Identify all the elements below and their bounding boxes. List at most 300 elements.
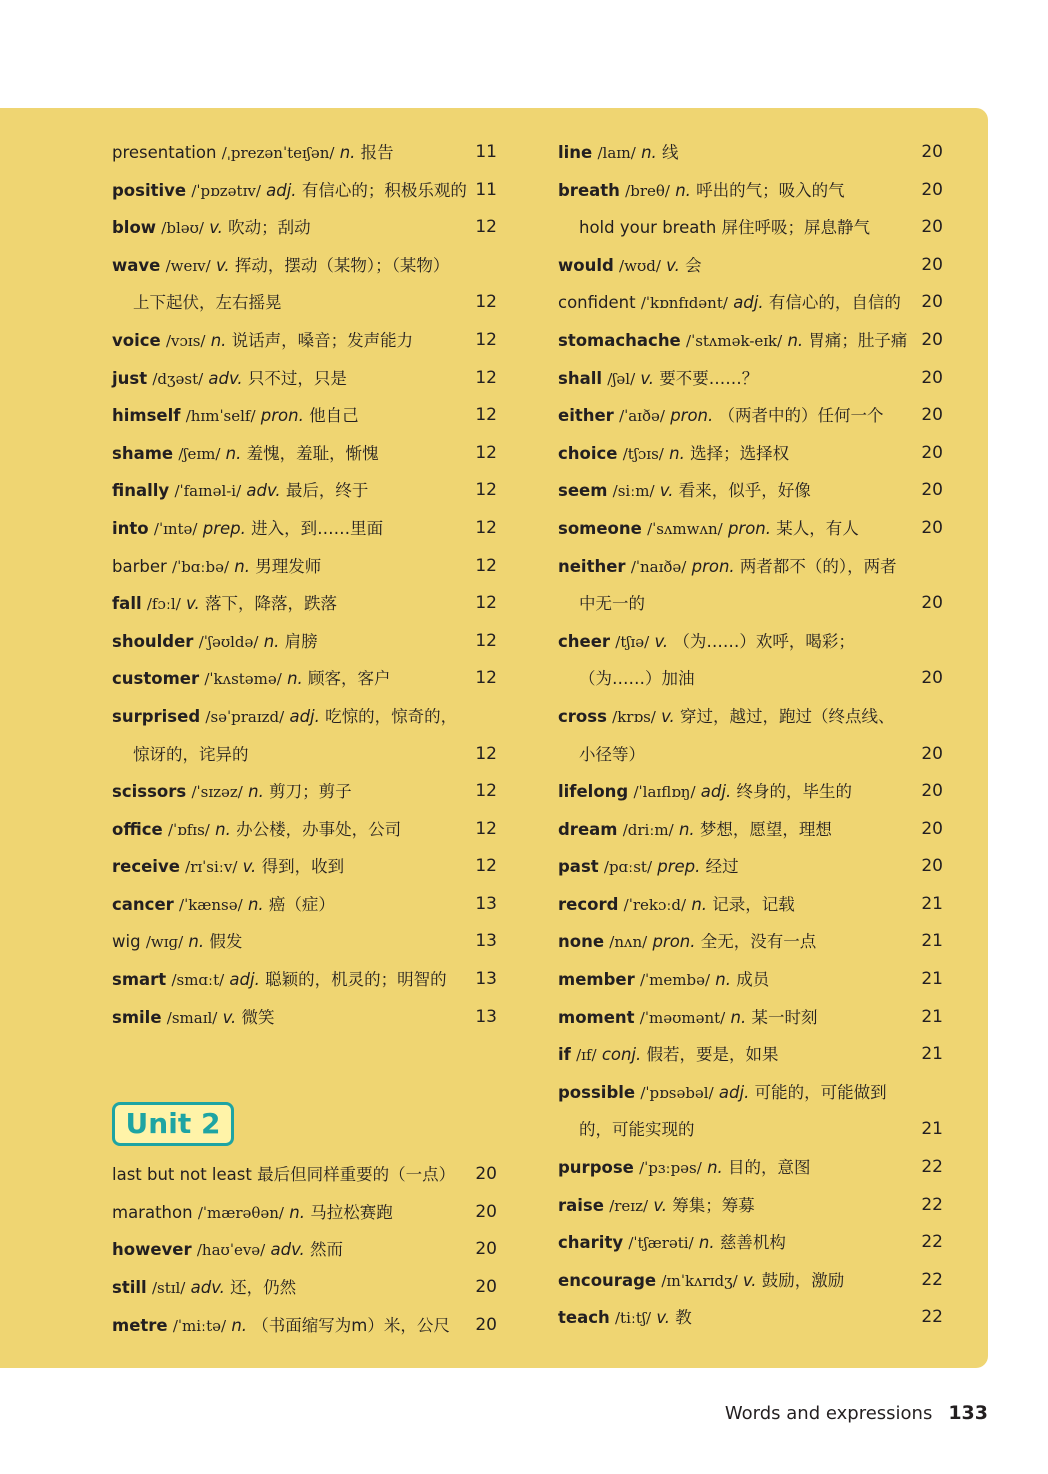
entry-part-of-speech: n. bbox=[263, 631, 280, 651]
entry-meaning: 然而 bbox=[309, 1240, 343, 1260]
entry-phonetic: /ˈʃəʊldə/ bbox=[198, 632, 259, 651]
entry-meaning: hold your breath 屏住呼吸；屏息静气 bbox=[579, 218, 871, 238]
entry-word: blow bbox=[112, 218, 157, 238]
entry-part-of-speech: n. bbox=[715, 970, 731, 990]
vocab-entry bbox=[558, 472, 943, 510]
entry-word: seem bbox=[558, 481, 608, 501]
entry-phonetic: /ˈkɒnfɪdənt/ bbox=[640, 294, 728, 313]
entry-page: 21 bbox=[921, 1119, 943, 1140]
entry-phonetic: /ˈrekɔːd/ bbox=[623, 895, 687, 914]
entry-page: 22 bbox=[921, 1157, 943, 1178]
vocab-entry bbox=[112, 322, 497, 360]
entry-meaning: 癌（症） bbox=[268, 894, 335, 914]
vocab-entry bbox=[558, 510, 943, 548]
vocab-entry bbox=[558, 1074, 943, 1112]
entry-page: 20 bbox=[921, 142, 943, 162]
entry-word: customer bbox=[112, 669, 200, 689]
vocab-entry bbox=[112, 585, 497, 623]
entry-word: breath bbox=[558, 180, 620, 200]
entry-phonetic: /hɪmˈself/ bbox=[185, 407, 256, 426]
entry-phonetic: /dʒəst/ bbox=[152, 369, 204, 388]
left-column bbox=[112, 134, 497, 1344]
vocab-entry bbox=[112, 1307, 497, 1345]
entry-meaning: 办公楼，办事处，公司 bbox=[236, 819, 402, 839]
vocab-entry bbox=[558, 660, 943, 698]
entry-word: metre bbox=[112, 1315, 168, 1335]
vocab-entry bbox=[558, 1299, 943, 1337]
entry-meaning: 选择；选择权 bbox=[690, 443, 790, 463]
entry-word: cancer bbox=[112, 894, 174, 914]
entry-word: someone bbox=[558, 518, 642, 538]
entry-phonetic: /krɒs/ bbox=[612, 707, 656, 726]
entry-page: 22 bbox=[921, 1194, 943, 1215]
entry-page: 20 bbox=[921, 668, 943, 689]
entry-page: 20 bbox=[475, 1239, 497, 1260]
entry-phonetic: /ɪf/ bbox=[576, 1046, 597, 1065]
entry-meaning: 呼出的气；吸入的气 bbox=[696, 180, 845, 200]
entry-phonetic: /ˈmiːtə/ bbox=[172, 1316, 227, 1335]
entry-phonetic: /weɪv/ bbox=[165, 256, 211, 275]
entry-word: would bbox=[558, 255, 614, 275]
entry-word: still bbox=[112, 1278, 147, 1298]
entry-word: neither bbox=[558, 556, 626, 576]
entry-meaning: 梦想，愿望，理想 bbox=[699, 819, 832, 839]
vocab-entry bbox=[558, 435, 943, 473]
entry-phonetic: /siːm/ bbox=[612, 482, 655, 501]
entry-word: teach bbox=[558, 1308, 610, 1328]
entry-word: line bbox=[558, 143, 593, 162]
vocab-entry bbox=[558, 811, 943, 849]
vocab-entry bbox=[558, 134, 943, 172]
vocab-entry bbox=[558, 1262, 943, 1300]
entry-part-of-speech: n. bbox=[675, 180, 691, 200]
entry-word: confident bbox=[558, 293, 636, 313]
entry-meaning: 全无，没有一点 bbox=[700, 932, 817, 952]
entry-meaning: 马拉松赛跑 bbox=[310, 1202, 393, 1222]
entry-meaning: 鼓励，激励 bbox=[761, 1270, 845, 1290]
vocab-entry bbox=[558, 172, 943, 210]
entry-page: 12 bbox=[475, 480, 497, 501]
vocab-entry bbox=[558, 1149, 943, 1187]
entry-word: if bbox=[558, 1045, 571, 1065]
entry-part-of-speech: pron. bbox=[652, 932, 696, 952]
entry-phonetic: /fɔːl/ bbox=[146, 595, 181, 614]
entry-word: just bbox=[112, 368, 148, 388]
entry-word: stomachache bbox=[558, 330, 681, 350]
entry-page: 12 bbox=[475, 405, 497, 426]
entry-part-of-speech: v. bbox=[654, 631, 669, 651]
vocab-entry bbox=[558, 886, 943, 924]
entry-page: 12 bbox=[475, 781, 497, 802]
vocab-entry bbox=[112, 472, 497, 510]
vocab-entry bbox=[112, 961, 497, 999]
entry-page: 20 bbox=[921, 517, 943, 538]
entry-phonetic: /ʃeɪm/ bbox=[178, 444, 221, 463]
vocab-entry bbox=[558, 773, 943, 811]
entry-meaning: 羞愧，羞耻，惭愧 bbox=[246, 443, 379, 463]
entry-page: 12 bbox=[475, 217, 497, 238]
entry-word: past bbox=[558, 857, 599, 877]
entry-phonetic: /ˈɒfɪs/ bbox=[167, 820, 210, 839]
entry-page: 12 bbox=[475, 668, 497, 689]
entry-word: either bbox=[558, 406, 614, 426]
entry-part-of-speech: pron. bbox=[691, 556, 735, 576]
entry-page: 20 bbox=[921, 856, 943, 877]
entry-phonetic: /tʃɔɪs/ bbox=[622, 444, 664, 463]
vocab-entry bbox=[112, 848, 497, 886]
vocab-entry bbox=[558, 1187, 943, 1225]
unit-heading: Unit 2 bbox=[112, 1102, 234, 1146]
entry-word: smile bbox=[112, 1007, 162, 1027]
entry-page: 13 bbox=[475, 931, 497, 952]
vocab-entry bbox=[558, 360, 943, 398]
vocab-entry bbox=[112, 1269, 497, 1307]
entry-page: 22 bbox=[921, 1269, 943, 1290]
entry-meaning: 惊讶的，诧异的 bbox=[133, 744, 249, 764]
entry-part-of-speech: pron. bbox=[260, 406, 304, 426]
entry-page: 12 bbox=[475, 630, 497, 651]
entry-meaning: 最后，终于 bbox=[285, 481, 369, 501]
entry-page: 20 bbox=[921, 593, 943, 614]
vocab-entry bbox=[558, 548, 943, 586]
entry-phonetic: /ˈbɑːbə/ bbox=[172, 557, 229, 576]
entry-meaning: 可能的，可能做到 bbox=[754, 1082, 887, 1102]
entry-page: 13 bbox=[475, 893, 497, 914]
entry-part-of-speech: prep. bbox=[202, 518, 246, 538]
entry-meaning: 两者都不（的），两者 bbox=[739, 556, 897, 576]
entry-phonetic: /smɑːt/ bbox=[171, 971, 225, 990]
vocab-entry bbox=[112, 134, 497, 172]
vocab-entry bbox=[558, 623, 943, 661]
entry-page: 12 bbox=[475, 856, 497, 877]
vocab-entry bbox=[558, 1224, 943, 1262]
entry-phonetic: /rɪˈsiːv/ bbox=[185, 858, 238, 877]
entry-phonetic: /ˈməʊmənt/ bbox=[639, 1008, 726, 1027]
entry-meaning: 筹集；筹募 bbox=[672, 1195, 755, 1215]
vocab-entry bbox=[112, 923, 497, 961]
vocab-entry bbox=[112, 172, 497, 210]
entry-page: 11 bbox=[475, 142, 497, 162]
entry-meaning: 某一时刻 bbox=[751, 1007, 818, 1027]
entry-phonetic: /ˈlaɪflɒŋ/ bbox=[633, 783, 696, 802]
vocab-entry bbox=[558, 999, 943, 1037]
vocab-entry bbox=[112, 548, 497, 586]
vocab-entry bbox=[112, 435, 497, 473]
entry-meaning: 教 bbox=[675, 1308, 692, 1328]
entry-part-of-speech: v. bbox=[666, 255, 680, 275]
entry-phonetic: /tʃɪə/ bbox=[615, 632, 650, 651]
entry-word: purpose bbox=[558, 1158, 634, 1178]
entry-meaning: 穿过，越过，跑过（终点线、 bbox=[680, 706, 895, 726]
entry-phonetic: /pɑːst/ bbox=[603, 858, 652, 877]
entry-phonetic: /bləʊ/ bbox=[161, 219, 204, 238]
entry-word: shame bbox=[112, 443, 174, 463]
entry-phonetic: /stɪl/ bbox=[151, 1279, 186, 1298]
entry-page: 12 bbox=[475, 292, 497, 313]
entry-phonetic: /vɔɪs/ bbox=[165, 331, 206, 350]
vocab-entry bbox=[112, 360, 497, 398]
entry-phonetic: /reɪz/ bbox=[609, 1196, 649, 1215]
entry-phonetic: /nʌn/ bbox=[609, 933, 648, 952]
entry-part-of-speech: adv. bbox=[246, 481, 281, 501]
entry-meaning: 聪颖的，机灵的；明智的 bbox=[265, 970, 447, 990]
vocab-entry bbox=[112, 811, 497, 849]
entry-page: 20 bbox=[921, 781, 943, 802]
vocab-entry bbox=[558, 1036, 943, 1074]
entry-word: wig bbox=[112, 932, 141, 952]
entry-word: shall bbox=[558, 368, 603, 388]
unit-spacer bbox=[112, 1036, 497, 1102]
entry-meaning: 得到，收到 bbox=[261, 857, 345, 877]
entry-part-of-speech: conj. bbox=[601, 1045, 642, 1065]
entry-meaning: （为……）加油 bbox=[579, 669, 695, 689]
entry-page: 13 bbox=[475, 1006, 497, 1027]
entry-phonetic: /tiːtʃ/ bbox=[615, 1309, 652, 1328]
entry-phonetic: /wʊd/ bbox=[619, 256, 661, 275]
entry-phonetic: /ˈkʌstəmə/ bbox=[204, 670, 282, 689]
vocab-entry bbox=[112, 397, 497, 435]
entry-page: 22 bbox=[921, 1232, 943, 1253]
vocab-entry bbox=[112, 1156, 497, 1194]
entry-phonetic: /səˈpraɪzd/ bbox=[205, 707, 285, 726]
entry-phonetic: /ˌprezənˈteɪʃən/ bbox=[221, 144, 335, 162]
entry-meaning: 吹动；刮动 bbox=[228, 218, 311, 238]
vocab-entry bbox=[112, 773, 497, 811]
entry-word: cross bbox=[558, 706, 607, 726]
entry-word: wave bbox=[112, 255, 161, 275]
entry-part-of-speech: adv. bbox=[270, 1240, 305, 1260]
entry-phonetic: /laɪn/ bbox=[597, 144, 636, 162]
entry-word: last but not least bbox=[112, 1165, 252, 1185]
entry-page: 12 bbox=[475, 743, 497, 764]
vocab-entry bbox=[112, 999, 497, 1037]
vocab-entry bbox=[558, 923, 943, 961]
entry-word: choice bbox=[558, 443, 618, 463]
entry-word: however bbox=[112, 1240, 192, 1260]
entry-page: 21 bbox=[921, 1044, 943, 1065]
entry-page: 20 bbox=[921, 292, 943, 313]
entry-part-of-speech: v. bbox=[656, 1308, 671, 1328]
entry-page: 12 bbox=[475, 517, 497, 538]
entry-part-of-speech: prep. bbox=[657, 857, 701, 877]
entry-word: possible bbox=[558, 1082, 636, 1102]
entry-word: office bbox=[112, 819, 163, 839]
vocab-entry bbox=[558, 585, 943, 623]
entry-part-of-speech: v. bbox=[242, 857, 257, 877]
entry-part-of-speech: n. bbox=[248, 782, 264, 802]
entry-part-of-speech: adj. bbox=[733, 293, 764, 313]
entry-word: shoulder bbox=[112, 631, 194, 651]
entry-phonetic: /ˈsʌmwʌn/ bbox=[647, 519, 723, 538]
entry-phonetic: /ˈɪntə/ bbox=[153, 519, 198, 538]
entry-meaning: 说话声，嗓音；发声能力 bbox=[231, 330, 414, 350]
entry-meaning: 男理发师 bbox=[255, 556, 322, 576]
entry-part-of-speech: adj. bbox=[289, 706, 320, 726]
entry-meaning: 线 bbox=[662, 143, 679, 162]
entry-part-of-speech: n. bbox=[339, 143, 356, 162]
entry-phonetic: /ˈnaɪðə/ bbox=[630, 557, 687, 576]
entry-part-of-speech: n. bbox=[678, 819, 695, 839]
vocab-entry bbox=[558, 322, 943, 360]
entry-part-of-speech: adj. bbox=[700, 782, 732, 802]
entry-page: 20 bbox=[921, 442, 943, 463]
entry-phonetic: /haʊˈevə/ bbox=[196, 1241, 266, 1260]
entry-part-of-speech: n. bbox=[730, 1007, 747, 1027]
vocab-entry bbox=[558, 284, 943, 322]
entry-phonetic: /ˈmærəθən/ bbox=[197, 1203, 284, 1222]
entry-page: 21 bbox=[921, 1006, 943, 1027]
vocab-entry bbox=[558, 736, 943, 774]
entry-part-of-speech: v. bbox=[653, 1195, 667, 1215]
entry-meaning: （为……）欢呼，喝彩； bbox=[673, 631, 855, 651]
entry-meaning: 顾客，客户 bbox=[308, 669, 391, 689]
entry-meaning: 终身的，毕生的 bbox=[736, 782, 852, 802]
vocab-entry bbox=[558, 247, 943, 285]
entry-page: 22 bbox=[921, 1307, 943, 1328]
entry-meaning: 某人，有人 bbox=[776, 518, 859, 538]
entry-phonetic: /ˈaɪðə/ bbox=[619, 407, 665, 426]
entry-part-of-speech: adj. bbox=[718, 1082, 750, 1102]
vocab-entry bbox=[558, 1111, 943, 1149]
entry-part-of-speech: n. bbox=[698, 1233, 715, 1253]
entry-phonetic: /ˈpɒzətɪv/ bbox=[191, 181, 261, 200]
entry-part-of-speech: n. bbox=[691, 894, 708, 914]
entry-page: 20 bbox=[921, 254, 943, 275]
entry-word: charity bbox=[558, 1233, 624, 1253]
entry-page: 12 bbox=[475, 593, 497, 614]
entry-meaning: 会 bbox=[685, 255, 702, 275]
entry-meaning: 小径等） bbox=[579, 744, 645, 764]
entry-meaning: 他自己 bbox=[309, 406, 359, 426]
page-footer bbox=[725, 1402, 988, 1424]
entry-meaning: 有信心的；积极乐观的 bbox=[301, 180, 467, 200]
vocab-entry bbox=[112, 660, 497, 698]
entry-page: 12 bbox=[475, 329, 497, 350]
footer-title: Words and expressions bbox=[724, 1403, 933, 1424]
entry-meaning: 有信心的，自信的 bbox=[768, 293, 901, 313]
entry-part-of-speech: v. bbox=[215, 255, 230, 275]
entry-meaning: 最后但同样重要的（一点） bbox=[257, 1165, 456, 1185]
entry-meaning: 上下起伏，左右摇晃 bbox=[133, 293, 282, 313]
entry-part-of-speech: n. bbox=[215, 819, 231, 839]
entry-meaning: 要不要……？ bbox=[659, 368, 759, 388]
entry-page: 20 bbox=[921, 743, 943, 764]
entry-phonetic: /ˈtʃærəti/ bbox=[628, 1234, 694, 1253]
entry-meaning: 成员 bbox=[736, 970, 770, 990]
entry-part-of-speech: adj. bbox=[266, 180, 297, 200]
entry-part-of-speech: n. bbox=[234, 556, 250, 576]
entry-meaning: 目的，意图 bbox=[728, 1158, 811, 1178]
entry-page: 12 bbox=[475, 818, 497, 839]
entry-word: himself bbox=[112, 406, 181, 426]
entry-phonetic: /ɪnˈkʌrɪdʒ/ bbox=[661, 1271, 738, 1290]
entry-meaning: 慈善机构 bbox=[719, 1233, 786, 1253]
entry-part-of-speech: n. bbox=[188, 932, 205, 952]
entry-phonetic: /wɪɡ/ bbox=[145, 933, 184, 952]
entry-part-of-speech: n. bbox=[287, 669, 303, 689]
vocab-entry bbox=[112, 886, 497, 924]
entry-page: 12 bbox=[475, 442, 497, 463]
entry-word: none bbox=[558, 932, 605, 952]
entry-part-of-speech: pron. bbox=[670, 406, 714, 426]
entry-meaning: 微笑 bbox=[241, 1007, 275, 1027]
entry-word: lifelong bbox=[558, 782, 629, 802]
entry-word: dream bbox=[558, 819, 618, 839]
right-column bbox=[558, 134, 943, 1337]
entry-phonetic: /ˈpɒsəbəl/ bbox=[640, 1083, 714, 1102]
entry-page: 21 bbox=[921, 969, 943, 990]
entry-page: 21 bbox=[921, 931, 943, 952]
entry-meaning: 经过 bbox=[705, 857, 739, 877]
entry-meaning: 记录，记载 bbox=[712, 894, 795, 914]
entry-page: 20 bbox=[475, 1164, 497, 1185]
entry-part-of-speech: v. bbox=[661, 706, 675, 726]
entry-part-of-speech: v. bbox=[209, 218, 223, 238]
entry-page: 20 bbox=[475, 1201, 497, 1222]
entry-part-of-speech: v. bbox=[186, 594, 200, 614]
entry-part-of-speech: pron. bbox=[727, 518, 771, 538]
entry-word: scissors bbox=[112, 782, 187, 802]
vocab-entry bbox=[558, 397, 943, 435]
entry-word: record bbox=[558, 894, 619, 914]
entry-part-of-speech: adj. bbox=[229, 970, 260, 990]
entry-meaning: 进入，到……里面 bbox=[251, 518, 384, 538]
entry-meaning: 中无一的 bbox=[579, 594, 645, 614]
entry-part-of-speech: v. bbox=[640, 368, 655, 388]
entry-part-of-speech: adv. bbox=[190, 1278, 225, 1298]
entry-page: 20 bbox=[475, 1277, 497, 1298]
entry-word: raise bbox=[558, 1195, 604, 1215]
entry-meaning: （书面缩写为m）米，公尺 bbox=[252, 1315, 450, 1335]
entry-part-of-speech: n. bbox=[231, 1315, 248, 1335]
entry-phonetic: /ˈkænsə/ bbox=[179, 895, 243, 914]
entry-word: voice bbox=[112, 330, 161, 350]
entry-word: smart bbox=[112, 970, 167, 990]
entry-word: receive bbox=[112, 857, 180, 877]
entry-word: encourage bbox=[558, 1270, 657, 1290]
entry-page: 13 bbox=[475, 969, 497, 990]
entry-word: presentation bbox=[112, 143, 217, 162]
vocab-entry bbox=[112, 1194, 497, 1232]
entry-word: member bbox=[558, 970, 635, 990]
entry-phonetic: /ˈmembə/ bbox=[639, 971, 711, 990]
entry-part-of-speech: v. bbox=[659, 481, 674, 501]
page-number: 133 bbox=[948, 1402, 988, 1424]
vocab-entry bbox=[558, 961, 943, 999]
entry-meaning: 落下，降落，跌落 bbox=[204, 594, 337, 614]
entry-word: cheer bbox=[558, 631, 611, 651]
entry-page: 12 bbox=[475, 555, 497, 576]
entry-word: finally bbox=[112, 481, 170, 501]
entry-part-of-speech: v. bbox=[222, 1007, 237, 1027]
entry-word: positive bbox=[112, 180, 187, 200]
entry-meaning: （两者中的）任何一个 bbox=[718, 406, 884, 426]
entry-phonetic: /ˈpɜːpəs/ bbox=[639, 1159, 702, 1178]
entry-meaning: 的，可能实现的 bbox=[579, 1120, 695, 1140]
entry-meaning: 肩膀 bbox=[284, 631, 318, 651]
entry-part-of-speech: adv. bbox=[208, 368, 243, 388]
vocab-entry bbox=[112, 698, 497, 736]
entry-word: moment bbox=[558, 1007, 635, 1027]
entry-part-of-speech: n. bbox=[707, 1158, 723, 1178]
entry-page: 20 bbox=[921, 405, 943, 426]
entry-page: 20 bbox=[921, 367, 943, 388]
entry-page: 20 bbox=[921, 217, 943, 238]
entry-part-of-speech: n. bbox=[669, 443, 685, 463]
vocab-entry bbox=[112, 736, 497, 774]
entry-page: 21 bbox=[921, 893, 943, 914]
vocab-entry bbox=[112, 284, 497, 322]
